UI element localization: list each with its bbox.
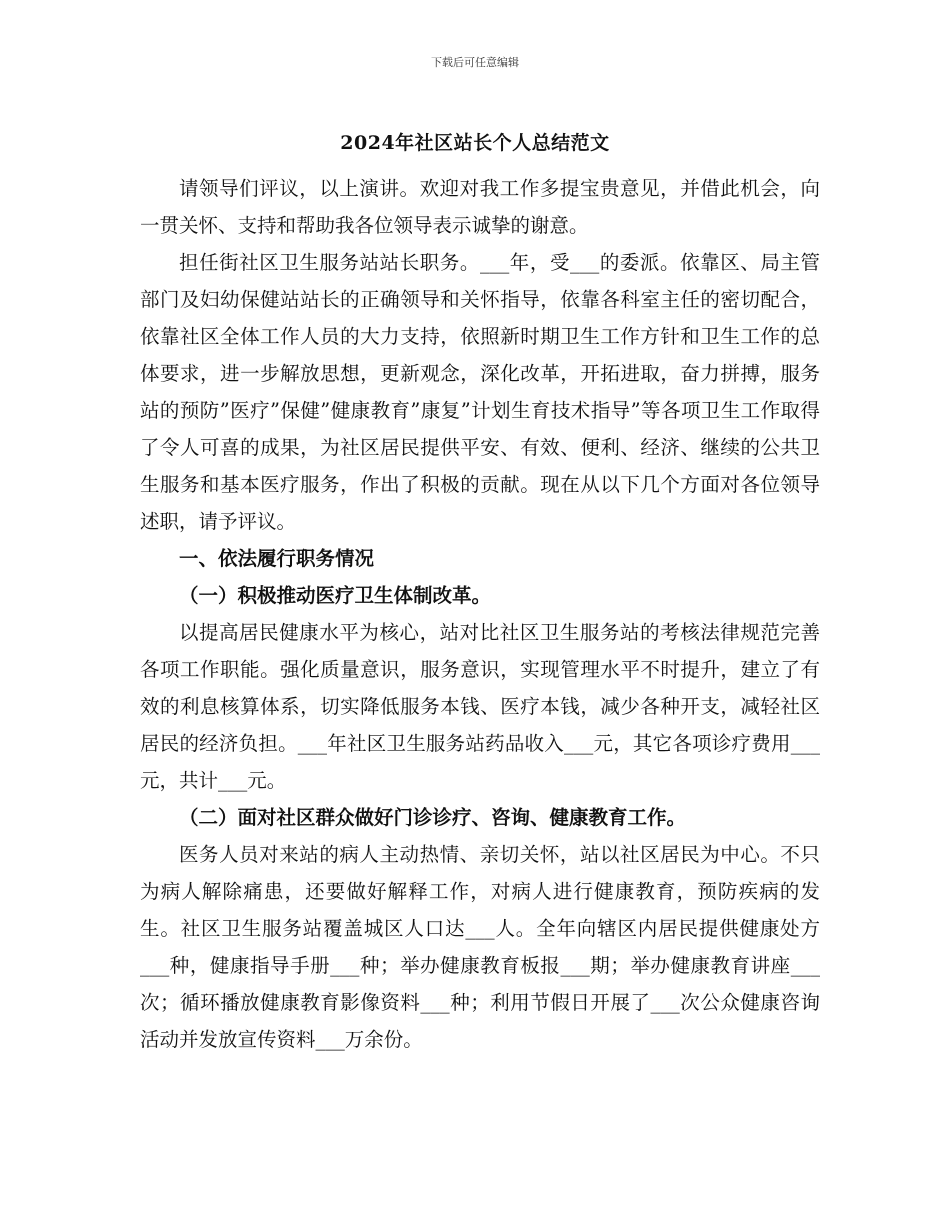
section-heading-1: 一、依法履行职务情况 bbox=[179, 547, 375, 570]
subsection-heading-1: （一）积极推动医疗卫生体制改革。 bbox=[179, 584, 492, 607]
paragraph-overview: 担任街社区卫生服务站站长职务。___年，受___的委派。依靠区、局主管部门及妇幼保健站站长的正确领导和关怀指导，依靠各科室主任的密切配合，依靠社区全体工作人员的大力支持，依照新时期卫生工作方针和卫生工作的总体要求，进一步解放思想，更新观念，深化改革，开拓进取，奋力拼搏，服务站的预防”医疗”保健”健康教育”康复”计划生育技术指导”等各项卫生工作取得了令人可喜的成果，为社区居民提供平安、有效、便利、经济、继续的公共卫生服务和基本医疗服务，作出了积极的贡献。现在从以下几个方面对各位领导述职，请予评议。 bbox=[140, 251, 820, 533]
subsection-text-1: 以提高居民健康水平为核心，站对比社区卫生服务站的考核法律规范完善各项工作职能。强化质量意识，服务意识，实现管理水平不时提升，建立了有效的利息核算体系，切实降低服务本钱、医疗本钱，减少各种开支，减轻社区居民的经济负担。___年社区卫生服务站药品收入___元，其它各项诊疗费用___元，共计___元。 bbox=[140, 621, 820, 792]
subsection-heading-2: （二）面对社区群众做好门诊诊疗、咨询、健康教育工作。 bbox=[179, 806, 687, 829]
subsection-text-2: 医务人员对来站的病人主动热情、亲切关怀，站以社区居民为中心。不只为病人解除痛患，还要做好解释工作，对病人进行健康教育，预防疾病的发生。社区卫生服务站覆盖城区人口达___人。全年向辖区内居民提供健康处方___种，健康指导手册___种；举办健康教育板报___期；举办健康教育讲座___次；循环播放健康教育影像资料___种；利用节假日开展了___次公众健康咨询活动并发放宣传资料___万余份。 bbox=[140, 843, 820, 1051]
header-note: 下载后可任意编辑 bbox=[431, 56, 519, 69]
document-title: 2024年社区站长个人总结范文 bbox=[340, 132, 610, 154]
paragraph-intro: 请领导们评议，以上演讲。欢迎对我工作多提宝贵意见，并借此机会，向一贯关怀、支持和帮助我各位领导表示诚挚的谢意。 bbox=[140, 177, 820, 237]
document-body bbox=[140, 170, 820, 1058]
